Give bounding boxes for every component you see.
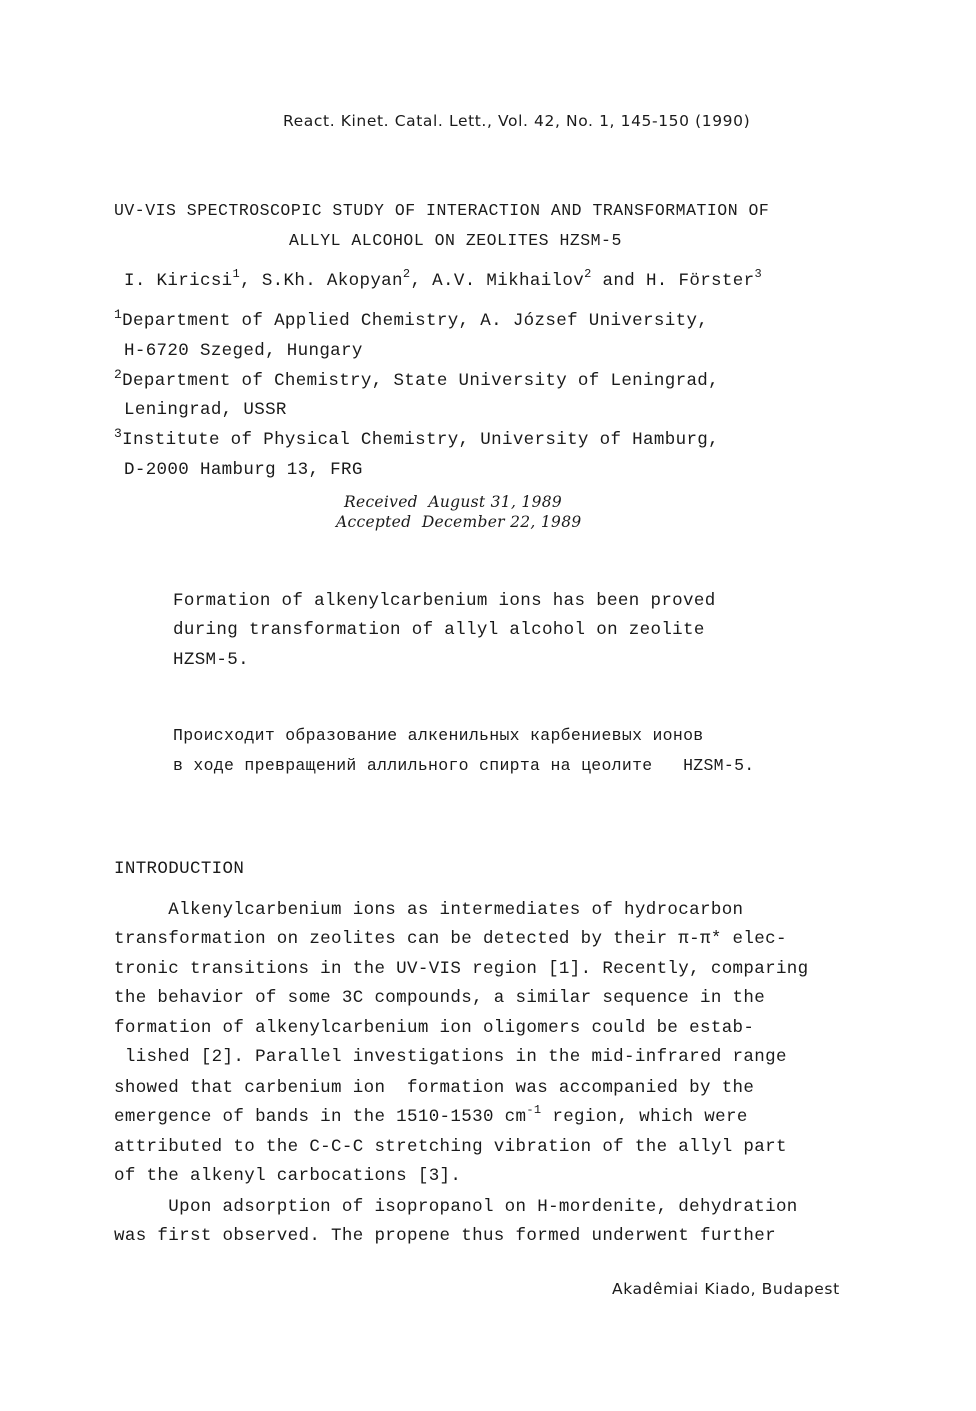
- section-heading-introduction: INTRODUCTION: [114, 859, 245, 879]
- affiliation-3-line-1: [114, 426, 719, 450]
- paper-title-line-1: UV-VIS SPECTROSCOPIC STUDY OF INTERACTION AND TRANSFORMATION OF: [114, 201, 770, 220]
- affiliation-text: Department of Applied Chemistry, A. József University,: [122, 311, 709, 331]
- affiliation-3-line-2: D-2000 Hamburg 13, FRG: [124, 460, 363, 480]
- intro-line: formation of alkenylcarbenium ion oligomers could be estab-: [114, 1018, 755, 1038]
- author-name: H. Förster: [645, 271, 755, 291]
- abstract-en-line-2: during transformation of allyl alcohol on zeolite: [173, 620, 705, 640]
- affiliation-text: Institute of Physical Chemistry, University of Hamburg,: [122, 430, 719, 450]
- affiliation-1-line-1: [114, 307, 709, 331]
- intro-text: region, which were: [541, 1107, 748, 1127]
- unit-superscript: -1: [526, 1103, 542, 1117]
- author-affiliation-mark: 2: [584, 267, 592, 281]
- intro-line-with-superscript: [114, 1103, 748, 1127]
- affiliation-text: Department of Chemistry, State University of Leningrad,: [122, 371, 719, 391]
- intro-line: lished [2]. Parallel investigations in the mid-infrared range: [114, 1047, 787, 1067]
- received-date: Received August 31, 1989: [344, 493, 563, 511]
- accepted-date: Accepted December 22, 1989: [336, 513, 582, 531]
- abstract-en-line-1: Formation of alkenylcarbenium ions has been proved: [173, 591, 716, 611]
- intro-line: of the alkenyl carbocations [3].: [114, 1166, 462, 1186]
- affiliation-number: 3: [114, 426, 123, 441]
- intro-line: the behavior of some 3C compounds, a similar sequence in the: [114, 988, 766, 1008]
- intro-line: transformation on zeolites can be detected by their π-π* elec-: [114, 929, 787, 949]
- author-separator: ,: [240, 271, 262, 291]
- abstract-ru-line-2: в ходе превращений аллильного спирта на цеолите HZSM-5.: [173, 756, 755, 775]
- intro-line: was first observed. The propene thus formed underwent further: [114, 1226, 776, 1246]
- author-name: S.Kh. Akopyan: [261, 271, 403, 291]
- paper-title-line-2: ALLYL ALCOHOL ON ZEOLITES HZSM-5: [289, 231, 622, 250]
- intro-line: showed that carbenium ion formation was accompanied by the: [114, 1078, 755, 1098]
- intro-line: Upon adsorption of isopropanol on H-mordenite, dehydration: [114, 1197, 798, 1217]
- intro-text: emergence of bands in the 1510-1530 cm: [114, 1107, 527, 1127]
- abstract-en-line-3: HZSM-5.: [173, 650, 249, 670]
- author-affiliation-mark: 1: [232, 267, 241, 281]
- intro-line: tronic transitions in the UV-VIS region [1]. Recently, comparing: [114, 959, 809, 979]
- author-list: [124, 267, 763, 291]
- author-name: A.V. Mikhailov: [432, 271, 585, 291]
- affiliation-2-line-2: Leningrad, USSR: [124, 400, 287, 420]
- affiliation-number: 2: [114, 367, 123, 382]
- author-affiliation-mark: 2: [402, 267, 411, 281]
- affiliation-number: 1: [114, 307, 123, 322]
- author-affiliation-mark: 3: [754, 267, 763, 281]
- publisher-footer: Akadêmiai Kiado, Budapest: [612, 1280, 840, 1298]
- intro-line: Alkenylcarbenium ions as intermediates of hydrocarbon: [114, 900, 744, 920]
- author-separator: and: [591, 271, 646, 291]
- intro-line: attributed to the C-C-C stretching vibration of the allyl part: [114, 1137, 787, 1157]
- author-separator: ,: [410, 271, 433, 291]
- author-name: I. Kiricsi: [124, 271, 233, 291]
- affiliation-2-line-1: [114, 367, 719, 391]
- affiliation-1-line-2: H-6720 Szeged, Hungary: [124, 341, 363, 361]
- abstract-ru-line-1: Происходит образование алкенильных карбениевых ионов: [173, 726, 704, 745]
- journal-citation: React. Kinet. Catal. Lett., Vol. 42, No. 1, 145-150 (1990): [283, 112, 751, 130]
